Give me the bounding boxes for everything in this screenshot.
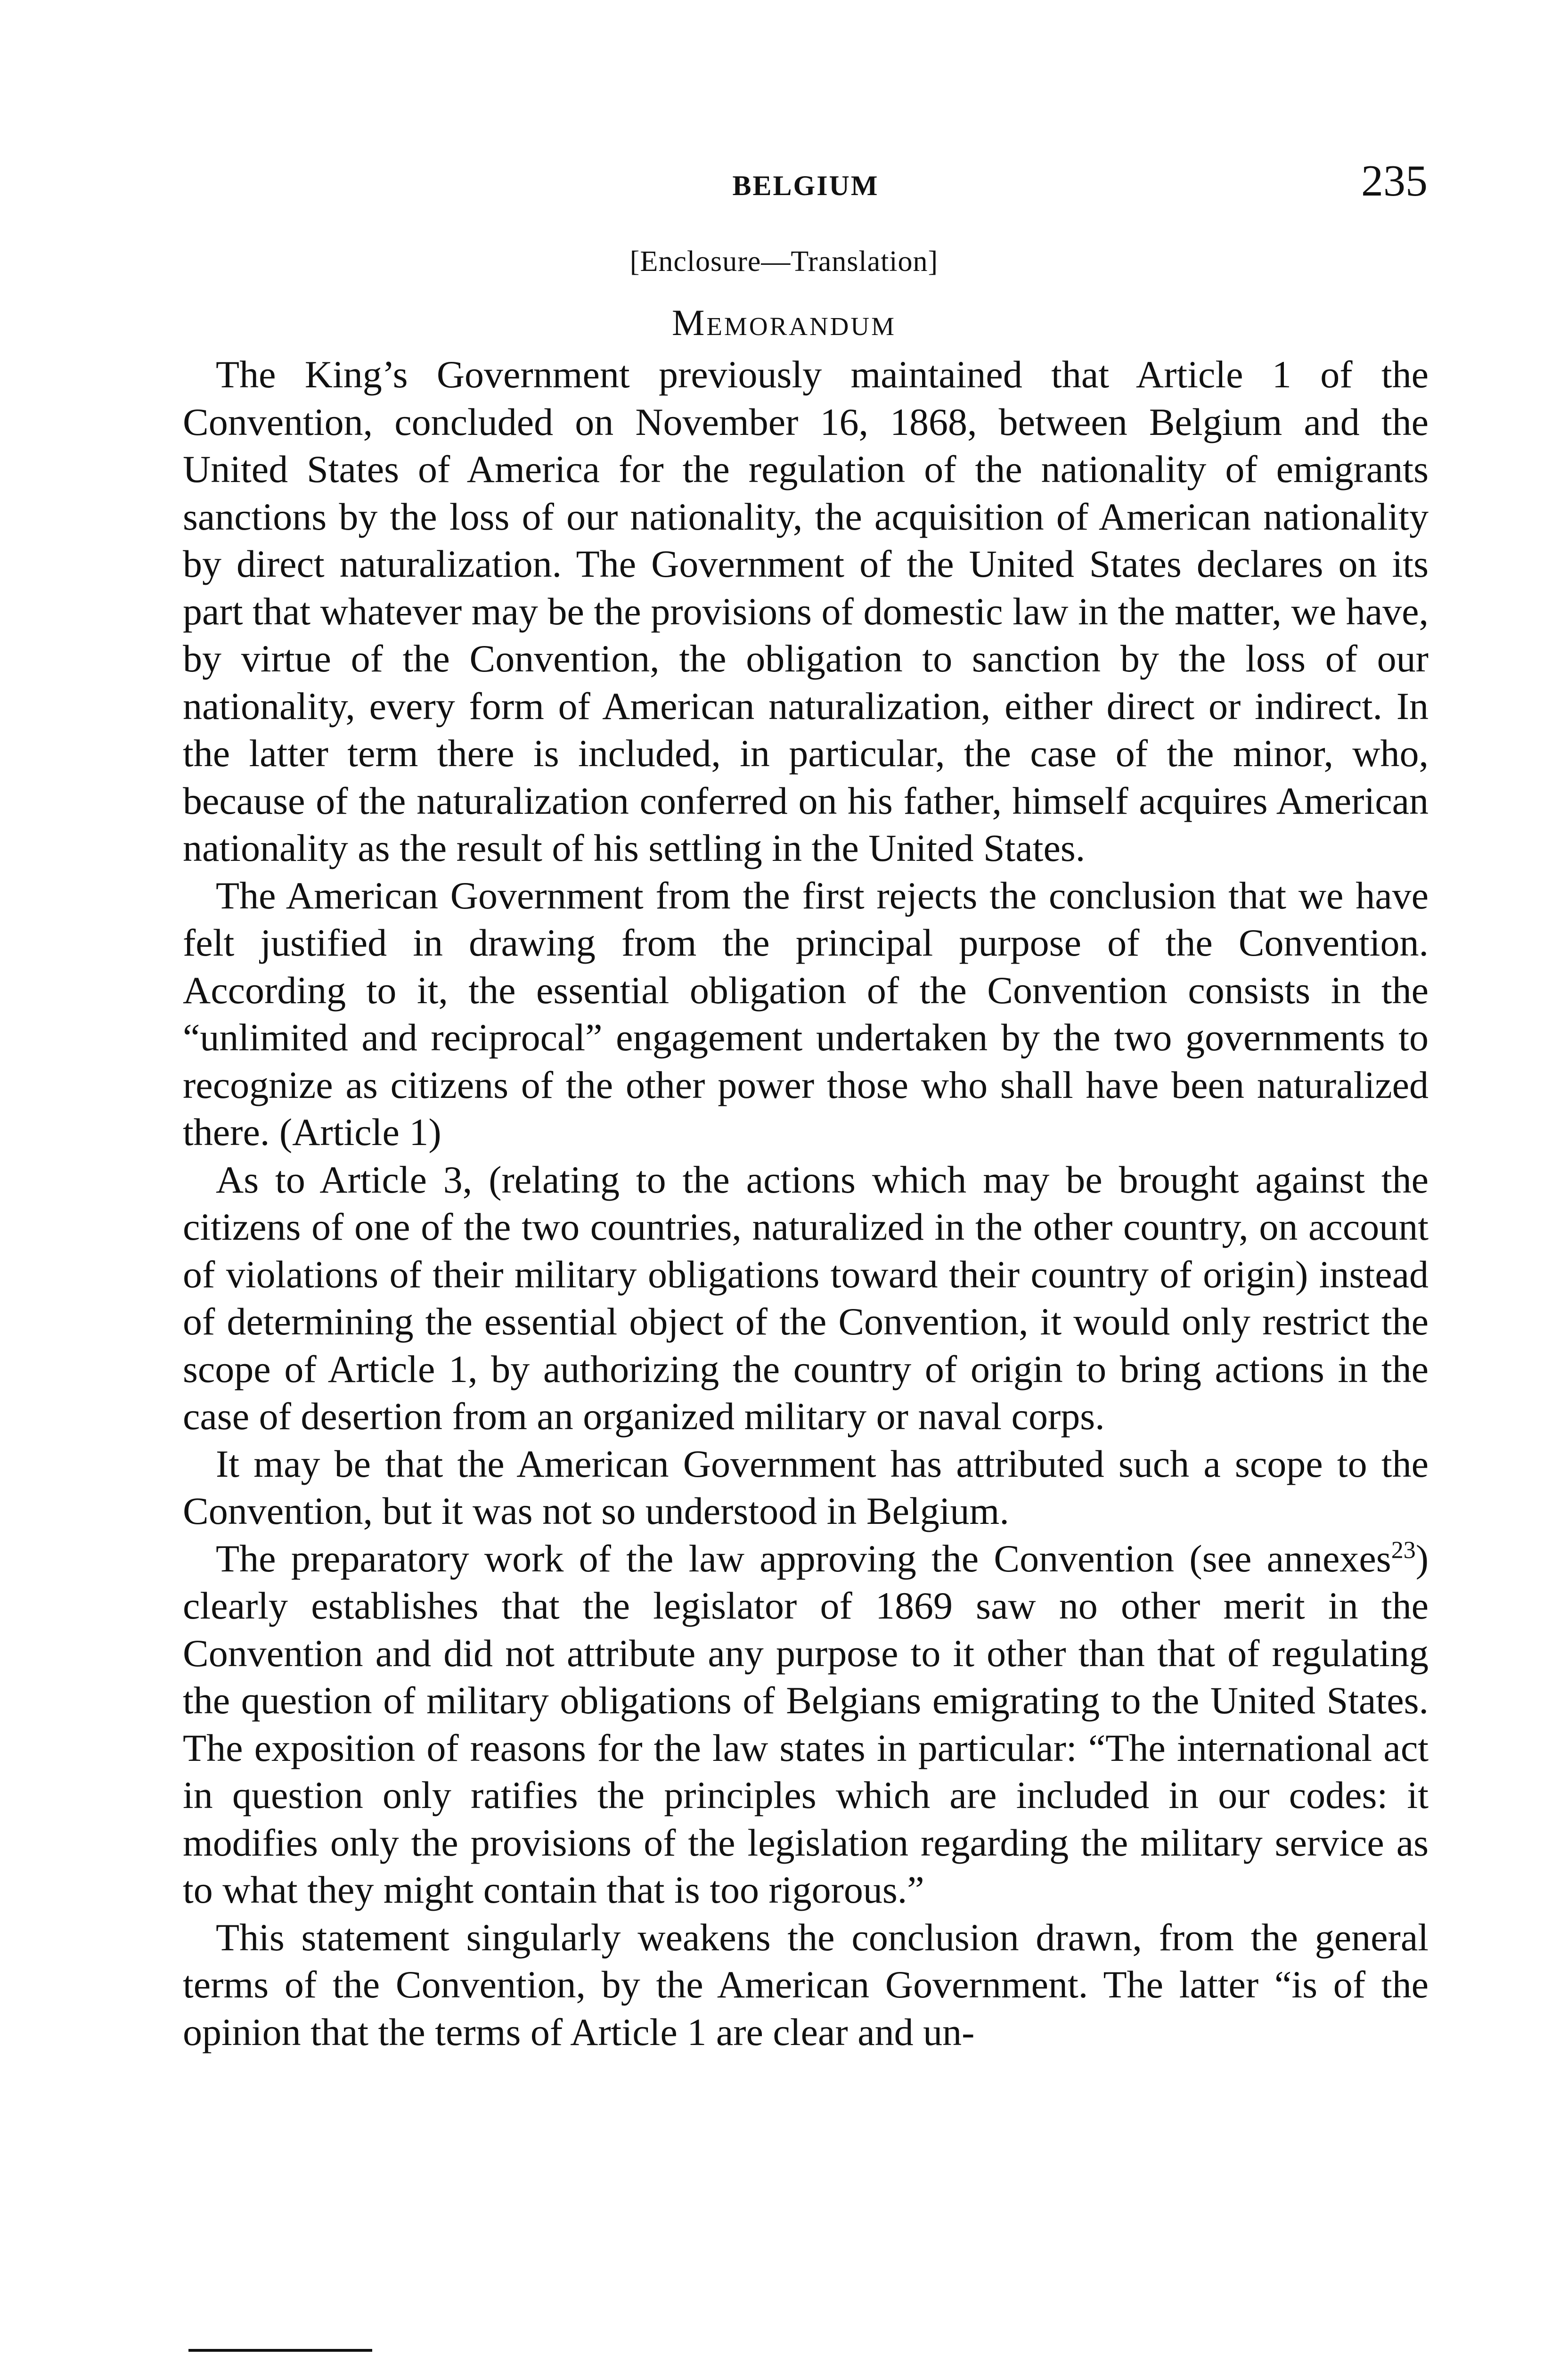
paragraph-text: The preparatory work of the law approving the Convention (see annexes (216, 1537, 1391, 1580)
paragraph: The American Government from the first rejects the conclusion that we have felt justified in drawing from the principal purpose of the Convention. According to it, the essential obligation of the Convention consists in the “unlimited and reciprocal” engagement undertaken by the two governments to recognize as citizens of the other power those who shall have been naturalized there. (Article 1) (183, 874, 1429, 1153)
page-number: 235 (1361, 156, 1428, 205)
body-text (183, 351, 1429, 2056)
page-header (184, 155, 1428, 212)
footnote-reference[interactable]: 23 (1391, 1537, 1416, 1564)
running-head: BELGIUM (732, 170, 879, 201)
memo-title: Memorandum (671, 302, 897, 343)
footnote-divider (188, 2349, 372, 2352)
enclosure-label: [Enclosure—Translation] (629, 245, 939, 278)
paragraph: The King’s Government previously maintained that Article 1 of the Convention, concluded on November 16, 1868, between Belgium and the United States of America for the regulation of the nationality of emigrants sanctions by the loss of our nationality, the acquisition of American nationality by direct naturalization. The Government of the United States declares on its part that whatever may be the provisions of domestic law in the matter, we have, by virtue of the Convention, the obligation to sanction by the loss of our nationality, every form of American naturalization, either direct or indirect. In the latter term there is included, in particular, the case of the minor, who, because of the naturalization conferred on his father, himself acquires American nationality as the result of his settling in the United States. (183, 353, 1429, 869)
paragraph: It may be that the American Government has attributed such a scope to the Convention, but it was not so understood in Belgium. (183, 1442, 1429, 1532)
paragraph-text: ) clearly establishes that the legislator of 1869 saw no other merit in the Convention and did not attribute any purpose to it other than that of regulating the question of military obligations of Belgians emigrating to the United States. The exposition of reasons for the law states in particular: “The international act in question only ratifies the principles which are included in our codes: it modifies only the provisions of the legislation regarding the military service as to what they might contain that is too rigorous.” (183, 1537, 1429, 1911)
paragraph (183, 1535, 1429, 1914)
paragraph: As to Article 3, (relating to the actions which may be brought against the citizens of one of the two countries, naturalized in the other country, on account of violations of their military obligations toward their country of origin) instead of determining the essential object of the Convention, it would only restrict the scope of Article 1, by authorizing the country of origin to bring actions in the case of desertion from an organized military or naval corps. (183, 1158, 1429, 1438)
paragraph: This statement singularly weakens the conclusion drawn, from the general terms of the Convention, by the American Government. The latter “is of the opinion that the terms of Article 1 are clear and un- (183, 1915, 1429, 2053)
